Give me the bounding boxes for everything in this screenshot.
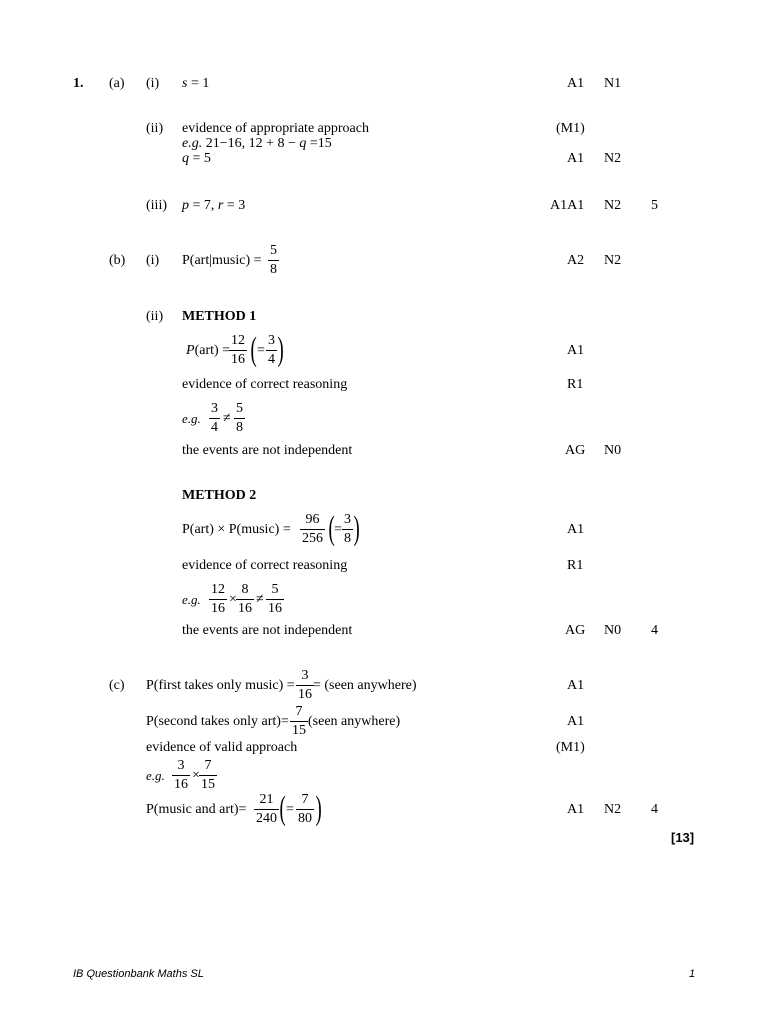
c-f2-num: 7	[301, 792, 309, 807]
m1-p-rest: (art) =	[194, 343, 231, 358]
m2-equals: =	[334, 522, 342, 537]
m2-not-equal: ≠	[256, 592, 264, 607]
part-b-label: (b)	[109, 253, 126, 268]
c-l1-num: 3	[301, 668, 309, 683]
part-c-label: (c)	[109, 678, 125, 693]
m2-e3-num: 5	[271, 582, 279, 597]
c-right-paren: )	[315, 790, 322, 827]
method2-heading: METHOD 2	[182, 488, 257, 503]
m2-eg-fraction-2	[236, 581, 254, 618]
m2-reasoning-mark: R1	[567, 558, 584, 573]
m1-conclusion: the events are not independent	[182, 443, 353, 458]
m1-conclusion-mark-2: N0	[604, 443, 622, 458]
c-music-and-art-pre: P(music and art)=	[146, 802, 247, 817]
c-l2-num: 7	[295, 704, 303, 719]
m1-eg-fraction-2	[234, 400, 245, 437]
m2-eg-label: e.g.	[182, 592, 201, 607]
m1-f2-den: 4	[268, 352, 275, 367]
var-s: s	[182, 76, 188, 91]
b-i-label: (i)	[146, 253, 160, 268]
a-ii-line1: evidence of appropriate approach	[182, 121, 369, 136]
c-line2-fraction	[290, 703, 308, 740]
a-ii-line1-mark: (M1)	[556, 121, 585, 136]
c-e1-num: 3	[177, 758, 185, 773]
a-ii-answer	[182, 151, 211, 167]
method1-heading: METHOD 1	[182, 309, 257, 324]
b-ii-label: (ii)	[146, 309, 164, 324]
a-iii-answer	[182, 198, 245, 214]
var-p: p	[182, 198, 189, 213]
a-i-mark-1: A1	[567, 76, 585, 91]
b-i-numerator: 5	[270, 243, 277, 258]
c-line1-pre: P(first takes only music) =	[146, 678, 295, 693]
b-i-text: P(art|music) =	[182, 253, 262, 268]
c-line1-mark: A1	[567, 678, 585, 693]
m2-eg-fraction-3	[266, 581, 284, 618]
m2-right-paren: )	[353, 510, 360, 547]
a-ii-answer-rest: = 5	[189, 151, 211, 166]
m1-conclusion-mark-1: AG	[565, 443, 586, 458]
m1-reasoning: evidence of correct reasoning	[182, 377, 348, 392]
c-line2-pre: P(second takes only art)=	[146, 714, 289, 729]
eg-label: e.g.	[182, 136, 203, 151]
m2-f2-den: 8	[344, 531, 351, 546]
b-i-mark-1: A2	[567, 253, 585, 268]
m1-e2-den: 8	[236, 420, 243, 435]
a-i-rest: = 1	[187, 76, 210, 91]
grand-total: [13]	[671, 830, 695, 845]
m2-f2-num: 3	[344, 512, 351, 527]
m1-eg-label: e.g.	[182, 411, 201, 426]
b-total: 4	[651, 623, 658, 638]
m2-times: ×	[229, 592, 237, 607]
m1-e1-den: 4	[211, 420, 218, 435]
r-rest: = 3	[223, 198, 246, 213]
b-i-mark-2: N2	[604, 253, 622, 268]
p-rest: = 7,	[189, 198, 218, 213]
m2-e1-den: 16	[211, 601, 225, 616]
b-i-denominator: 8	[270, 262, 277, 277]
question-number: 1.	[73, 76, 84, 91]
c-total: 4	[651, 802, 658, 817]
m1-left-paren: (	[250, 331, 257, 368]
a-total: 5	[651, 198, 658, 213]
m1-p-symbol: P	[186, 343, 195, 358]
m2-conclusion-mark-2: N0	[604, 623, 622, 638]
a-i-label: (i)	[146, 76, 160, 91]
var-q: q	[299, 136, 307, 151]
a-i-mark-2: N1	[604, 76, 622, 91]
c-final-fraction-2	[296, 791, 314, 828]
m1-p-art-label	[186, 343, 230, 359]
m2-eg-fraction-1	[209, 581, 227, 618]
m1-right-paren: )	[277, 331, 284, 368]
c-valid-approach: evidence of valid approach	[146, 740, 298, 755]
a-ii-mark-1: A1	[567, 151, 585, 166]
c-final-mark-2: N2	[604, 802, 622, 817]
c-eg-fraction-2	[199, 757, 217, 794]
m2-f1-num: 96	[305, 512, 320, 527]
c-final-fraction-1	[254, 791, 279, 828]
m2-e1-num: 12	[211, 582, 225, 597]
c-e2-num: 7	[204, 758, 212, 773]
m2-e2-num: 8	[241, 582, 249, 597]
c-l2-den: 15	[292, 723, 306, 738]
m2-conclusion: the events are not independent	[182, 623, 353, 638]
c-final-mark-1: A1	[567, 802, 585, 817]
var-q-answer: q	[182, 151, 189, 166]
m2-left-paren: (	[328, 510, 335, 547]
m2-product-mark: A1	[567, 522, 585, 537]
eg-tail: =15	[306, 136, 332, 151]
a-iii-mark-1: A1A1	[550, 198, 585, 213]
eg-text: 21−16, 12 + 8 −	[202, 136, 300, 151]
m1-eg-fraction-1	[209, 400, 220, 437]
c-f1-den: 240	[256, 811, 277, 826]
a-i-answer	[182, 76, 209, 92]
c-line1-fraction	[296, 667, 314, 704]
m1-fraction-2	[266, 332, 277, 369]
m2-fraction-1	[300, 511, 325, 548]
c-f1-num: 21	[259, 792, 274, 807]
c-eg-fraction-1	[172, 757, 190, 794]
m1-f1-den: 16	[231, 352, 245, 367]
m2-f1-den: 256	[302, 531, 323, 546]
c-e2-den: 15	[201, 777, 215, 792]
var-r: r	[217, 198, 224, 213]
m2-product-text: P(art) × P(music) =	[182, 522, 291, 537]
page-number: 1	[689, 968, 696, 980]
c-eg-label: e.g.	[146, 768, 165, 783]
m1-f2-num: 3	[268, 333, 275, 348]
c-valid-approach-mark: (M1)	[556, 740, 585, 755]
m2-fraction-2	[342, 511, 353, 548]
m1-reasoning-mark: R1	[567, 377, 584, 392]
m1-e1-num: 3	[211, 401, 218, 416]
a-ii-label: (ii)	[146, 121, 164, 136]
m2-e3-den: 16	[268, 601, 282, 616]
c-l1-den: 16	[298, 687, 312, 702]
m2-e2-den: 16	[238, 601, 252, 616]
c-left-paren: (	[279, 790, 286, 827]
c-f2-den: 80	[298, 811, 312, 826]
a-ii-mark-2: N2	[604, 151, 622, 166]
m1-f1-num: 12	[231, 333, 245, 348]
m1-equals: =	[257, 343, 265, 358]
m2-reasoning: evidence of correct reasoning	[182, 558, 348, 573]
a-iii-mark-2: N2	[604, 198, 622, 213]
c-times: ×	[192, 768, 200, 783]
b-i-fraction	[268, 242, 279, 279]
m1-p-art-mark: A1	[567, 343, 585, 358]
a-iii-label: (iii)	[146, 198, 167, 213]
c-line1-post: = (seen anywhere)	[313, 678, 417, 693]
a-ii-eg-line	[182, 136, 332, 152]
m1-not-equal: ≠	[223, 411, 231, 426]
c-e1-den: 16	[174, 777, 188, 792]
part-a-label: (a)	[109, 76, 125, 91]
c-line2-post: (seen anywhere)	[308, 714, 401, 729]
m2-conclusion-mark-1: AG	[565, 623, 586, 638]
c-line2-mark: A1	[567, 714, 585, 729]
m1-e2-num: 5	[236, 401, 243, 416]
c-equals: =	[286, 802, 294, 817]
m1-fraction-1	[229, 332, 247, 369]
footer-title: IB Questionbank Maths SL	[73, 968, 204, 980]
